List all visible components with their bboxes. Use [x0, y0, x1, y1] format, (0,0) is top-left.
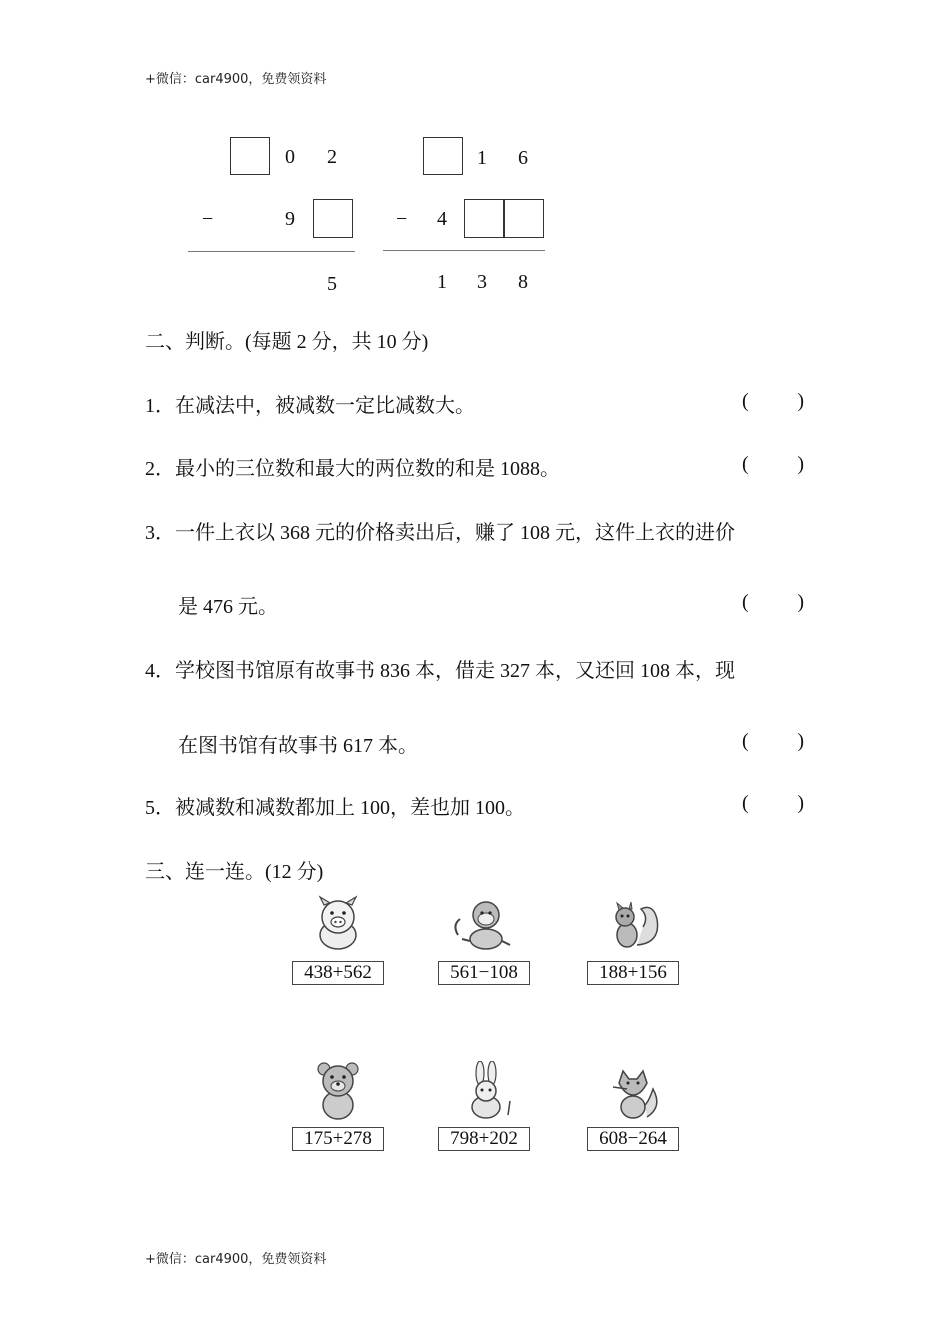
fox-icon: [597, 1061, 669, 1123]
answer-paren[interactable]: [742, 730, 804, 753]
answer-box[interactable]: [464, 199, 504, 238]
digit: 2: [327, 146, 337, 168]
expression: 175+278: [292, 1127, 384, 1151]
underline: [383, 250, 545, 251]
expression: 438+562: [292, 961, 384, 985]
bear-icon: [302, 1061, 374, 1123]
match-card-squirrel[interactable]: [585, 895, 681, 985]
answer-box[interactable]: [313, 199, 353, 238]
paren-close: ): [797, 591, 804, 613]
answer-box[interactable]: [504, 199, 544, 238]
question-4: 4．学校图书馆原有故事书 836 本，借走 327 本，又还回 108 本，现: [145, 660, 735, 682]
digit: 3: [477, 271, 487, 293]
paren-close: ): [797, 792, 804, 814]
watermark-bottom: +微信：car4900，免费领资料: [145, 1252, 327, 1267]
expression: 798+202: [438, 1127, 530, 1151]
digit: 1: [437, 271, 447, 293]
squirrel-icon: [597, 895, 669, 957]
paren-open: (: [742, 390, 749, 412]
monkey-icon: [448, 895, 520, 957]
pig-icon: [302, 895, 374, 957]
question-4-cont: 在图书馆有故事书 617 本。: [178, 735, 418, 757]
paren-open: (: [742, 591, 749, 613]
answer-box[interactable]: [230, 137, 270, 175]
paren-close: ): [797, 453, 804, 475]
answer-paren[interactable]: [742, 591, 804, 614]
expression: 188+156: [587, 961, 679, 985]
match-card-monkey[interactable]: [436, 895, 532, 985]
watermark-top: +微信：car4900，免费领资料: [145, 72, 327, 87]
section3-heading: 三、连一连。(12 分): [145, 861, 324, 883]
digit: 4: [437, 208, 447, 230]
match-card-bear[interactable]: [290, 1061, 386, 1151]
digit: 5: [327, 273, 337, 295]
digit: 6: [518, 147, 528, 169]
expression: 561−108: [438, 961, 530, 985]
underline: [188, 251, 355, 252]
expression: 608−264: [587, 1127, 679, 1151]
digit: 0: [285, 146, 295, 168]
match-card-rabbit[interactable]: [436, 1061, 532, 1151]
question-5: 5．被减数和减数都加上 100，差也加 100。: [145, 797, 525, 819]
digit: 8: [518, 271, 528, 293]
section2-heading: 二、判断。(每题 2 分，共 10 分): [145, 331, 429, 353]
question-1: 1．在减法中，被减数一定比减数大。: [145, 395, 475, 417]
paren-open: (: [742, 792, 749, 814]
minus-sign: −: [202, 208, 214, 230]
match-card-pig[interactable]: [290, 895, 386, 985]
question-2: 2．最小的三位数和最大的两位数的和是 1088。: [145, 458, 560, 480]
rabbit-icon: [448, 1061, 520, 1123]
answer-paren[interactable]: [742, 453, 804, 476]
minus-sign: −: [396, 208, 408, 230]
answer-paren[interactable]: [742, 390, 804, 413]
paren-close: ): [797, 730, 804, 752]
question-3: 3．一件上衣以 368 元的价格卖出后，赚了 108 元，这件上衣的进价: [145, 522, 735, 544]
paren-open: (: [742, 730, 749, 752]
paren-close: ): [797, 390, 804, 412]
match-card-fox[interactable]: [585, 1061, 681, 1151]
answer-box[interactable]: [423, 137, 463, 175]
question-3-cont: 是 476 元。: [178, 596, 278, 618]
digit: 1: [477, 147, 487, 169]
answer-paren[interactable]: [742, 792, 804, 815]
digit: 9: [285, 208, 295, 230]
paren-open: (: [742, 453, 749, 475]
